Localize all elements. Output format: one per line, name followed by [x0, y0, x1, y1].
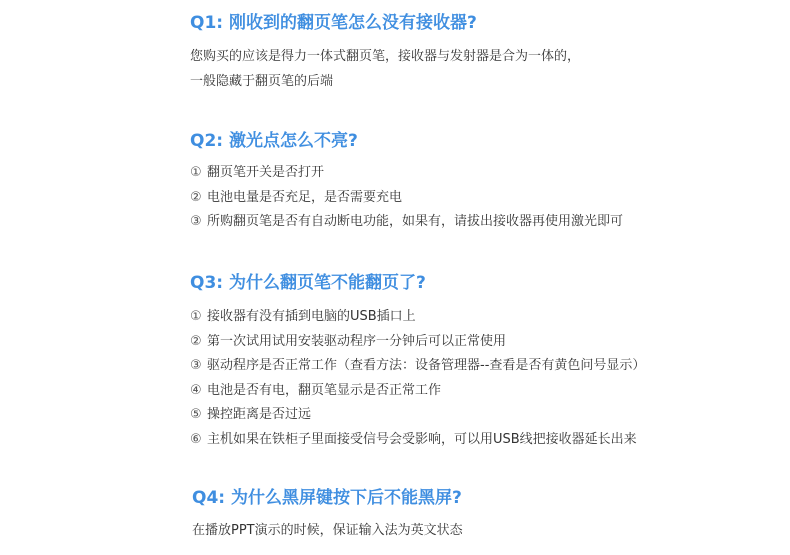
answer-text: 操控距离是否过远 [207, 407, 312, 422]
question-title: Q4: 为什么黑屏键按下后不能黑屏? [192, 488, 462, 508]
answer-text: 您购买的应该是得力一体式翻页笔，接收器与发射器是合为一体的， [190, 49, 581, 64]
answer-list [190, 45, 580, 94]
answer-line [190, 305, 645, 330]
answer-line [190, 186, 623, 211]
answer-line [190, 210, 623, 235]
answer-line [190, 330, 645, 355]
answer-line [190, 354, 645, 379]
answer-text: 所购翻页笔是否有自动断电功能，如果有，请拔出接收器再使用激光即可 [207, 214, 624, 229]
question-title: Q3: 为什么翻页笔不能翻页了? [190, 273, 426, 293]
answer-text: 第一次试用试用安装驱动程序一分钟后可以正常使用 [207, 333, 507, 349]
answer-line [190, 45, 580, 70]
answer-number: ① [190, 309, 202, 324]
answer-list [192, 519, 463, 544]
answer-text: 一般隐藏于翻页笔的后端 [190, 73, 334, 89]
answer-text: 驱动程序是否正常工作（查看方法：设备管理器--查看是否有黄色问号显示） [207, 358, 646, 373]
answer-number: ④ [190, 382, 202, 398]
answer-number: ⑥ [190, 431, 202, 447]
answer-line [190, 428, 645, 453]
answer-text: 主机如果在铁柜子里面接受信号会受影响，可以用USB线把接收器延长出来 [207, 431, 637, 447]
answer-text: 在播放PPT演示的时候，保证输入法为英文状态 [192, 523, 463, 538]
answer-number: ⑤ [190, 407, 202, 422]
answer-line [190, 161, 623, 186]
answer-line [192, 519, 463, 544]
answer-number: ① [190, 165, 202, 180]
answer-line [190, 70, 580, 95]
answer-text: 电池是否有电，翻页笔显示是否正常工作 [207, 382, 442, 398]
answer-text: 翻页笔开关是否打开 [207, 165, 325, 180]
answer-line [190, 379, 645, 404]
answer-line [190, 403, 645, 428]
answer-text: 电池电量是否充足，是否需要充电 [207, 189, 403, 205]
answer-number: ② [190, 333, 202, 349]
answer-number: ③ [190, 358, 202, 373]
answer-list [190, 305, 645, 452]
answer-number: ② [190, 189, 202, 205]
question-title: Q1: 刚收到的翻页笔怎么没有接收器? [190, 13, 477, 33]
answer-text: 接收器有没有插到电脑的USB插口上 [207, 309, 416, 324]
answer-number: ③ [190, 214, 202, 229]
question-title: Q2: 激光点怎么不亮? [190, 131, 358, 151]
answer-list [190, 161, 623, 235]
